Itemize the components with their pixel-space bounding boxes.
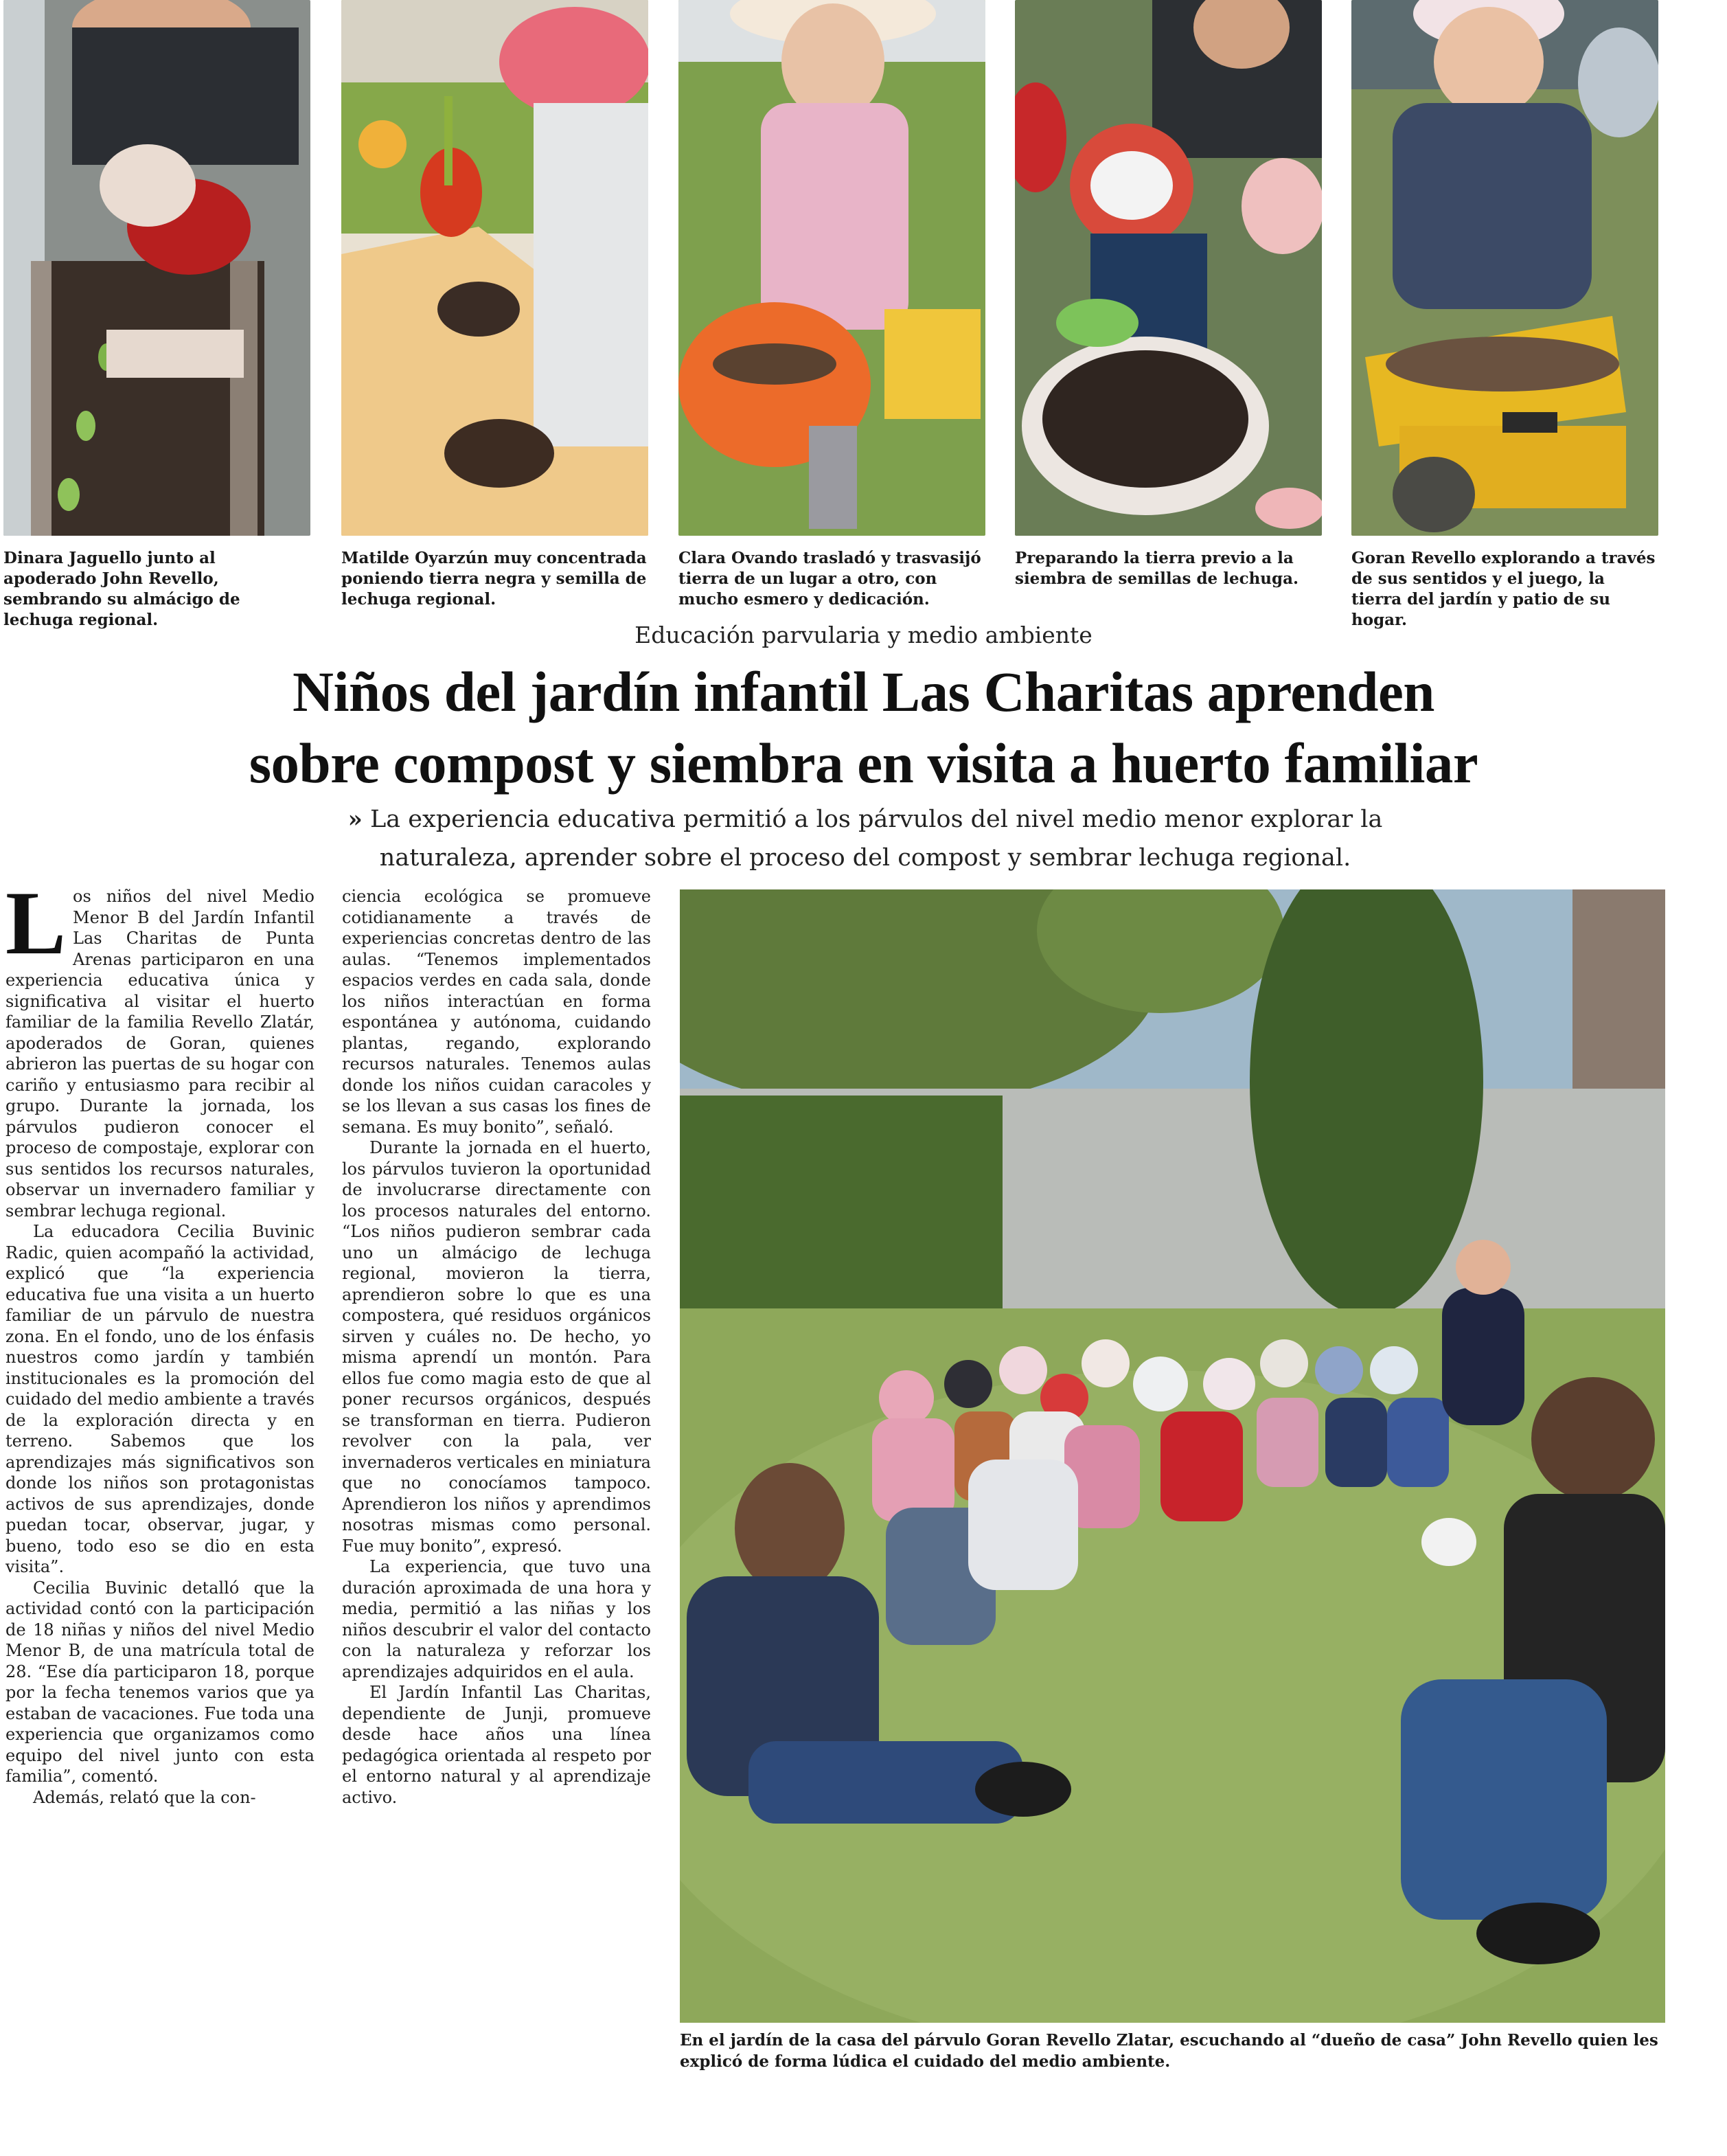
main-photo-garden-group: [680, 889, 1665, 2023]
photo-girl-with-colander: [678, 0, 985, 536]
paragraph: La educadora Cecilia Buvinic Radic, quien acompañó la actividad, explicó que “la experiencia educativa fue una visita a un huerto familiar de un párvulo de nuestra zona. En el fondo, uno de los énfasis nuestros como jardín y también institucionales es la promoción del cuidado del medio ambiente a través de la exploración directa y en terreno. Sabemos que los aprendizajes más significativos son donde los niños son protagonistas activos de sus aprendizajes, donde puedan tocar, observar, jugar, y bueno, todo eso se dio en esta visita”.: [5, 1222, 314, 1576]
main-photo-caption: En el jardín de la casa del párvulo Goran Revello Zlatar, escuchando al “dueño de casa” John Revello quien les explicó de forma lúdica el cuidado del medio ambiente.: [680, 2031, 1658, 2071]
article-column-1: [5, 872, 314, 1808]
photo-sowing-adult-child: [3, 0, 310, 536]
photo-child-with-shovel: [341, 0, 648, 536]
section-kicker: Educación parvularia y medio ambiente: [634, 622, 1093, 648]
paragraph: [5, 872, 314, 1221]
drop-cap: L: [5, 872, 67, 973]
headline-line-1: Niños del jardín infantil Las Charitas aprenden: [293, 660, 1434, 723]
photo-caption-2: Matilde Oyarzún muy concentrada poniendo tierra negra y semilla de lechuga regional.: [341, 549, 647, 609]
paragraph-text: os niños del nivel Medio Menor B del Jardín Infantil Las Charitas de Punta Arenas participaron en una experiencia educativa única y significativa al visitar el huerto familiar de la familia Revello Zlatár, apoderados de Goran, quienes abrieron las puertas de su hogar con cariño y entusiasmo para recibir al grupo. Durante la jornada, los párvulos pudieron conocer el proceso de compostaje, explorar con sus sentidos los recursos naturales, observar un invernadero familiar y sembrar lechuga regional.: [5, 887, 314, 1221]
deck: [302, 800, 1428, 877]
paragraph: ciencia ecológica se promueve cotidianamente a través de experiencias concretas dentro de las aulas. “Tenemos implementados espacios verdes en cada sala, donde los niños interactúan en forma espontánea y autónoma, cuidando plantas, regando, explorando recursos naturales. Tenemos aulas donde los niños cuidan caracoles y se los llevan a sus casas los fines de semana. Es muy bonito”, señaló.: [342, 887, 651, 1137]
headline: [96, 656, 1631, 799]
photo-strip: [0, 0, 1727, 543]
photo-boy-with-dump-truck: [1351, 0, 1658, 536]
headline-line-2: sobre compost y siembra en visita a huerto familiar: [249, 731, 1478, 795]
paragraph: Además, relató que la con-: [33, 1787, 256, 1807]
paragraph: El Jardín Infantil Las Charitas, dependiente de Junji, promueve desde hace años una línea pedagógica orientada al respeto por el entorno natural y al aprendizaje activo.: [342, 1683, 651, 1807]
article-column-2: [342, 886, 651, 1808]
deck-text: La experiencia educativa permitió a los párvulos del nivel medio menor explorar la naturaleza, aprender sobre el proceso del compost y sembrar lechuga regional.: [370, 806, 1383, 872]
photo-preparing-soil: [1015, 0, 1322, 536]
paragraph: Durante la jornada en el huerto, los párvulos tuvieron la oportunidad de involucrarse directamente con los procesos naturales del entorno. “Los niños pudieron sembrar cada uno un almácigo de lechuga regional, movieron la tierra, aprendieron sobre lo que es una compostera, qué residuos orgánicos sirven y cuáles no. De hecho, yo misma aprendí un montón. Para ellos fue como magia esto de que al poner recursos orgánicos, después se transforman en tierra. Pudieron revolver con la pala, ver invernaderos verticales en miniatura que no conocíamos tampoco. Aprendieron los niños y aprendimos nosotras mismas como personal. Fue muy bonito”, expresó.: [342, 1138, 651, 1556]
photo-caption-4: Preparando la tierra previo a la siembra de semillas de lechuga.: [1015, 549, 1299, 588]
photo-caption-1: Dinara Jaguello junto al apoderado John Revello, sembrando su almácigo de lechuga regional.: [3, 549, 240, 629]
paragraph: Cecilia Buvinic detalló que la actividad contó con la participación de 18 niñas y niños del nivel Medio Menor B, de una matrícula total de 28. “Ese día participaron 18, porque por la fecha tenemos varios que ya estaban de vacaciones. Fue toda una experiencia que organizamos como equipo del nivel junto con esta familia”, comentó.: [5, 1578, 314, 1786]
photo-caption-3: Clara Ovando trasladó y trasvasijó tierra de un lugar a otro, con mucho esmero y dedicación.: [678, 549, 981, 609]
deck-arrow-icon: »: [347, 806, 363, 833]
photo-caption-5: Goran Revello explorando a través de sus sentidos y el juego, la tierra del jardín y patio de su hogar.: [1351, 549, 1656, 629]
paragraph: La experiencia, que tuvo una duración aproximada de una hora y media, permitió a las niñas y los niños descubrir el valor del contacto con la naturaleza y reforzar los aprendizajes adquiridos en el aula.: [342, 1557, 651, 1681]
